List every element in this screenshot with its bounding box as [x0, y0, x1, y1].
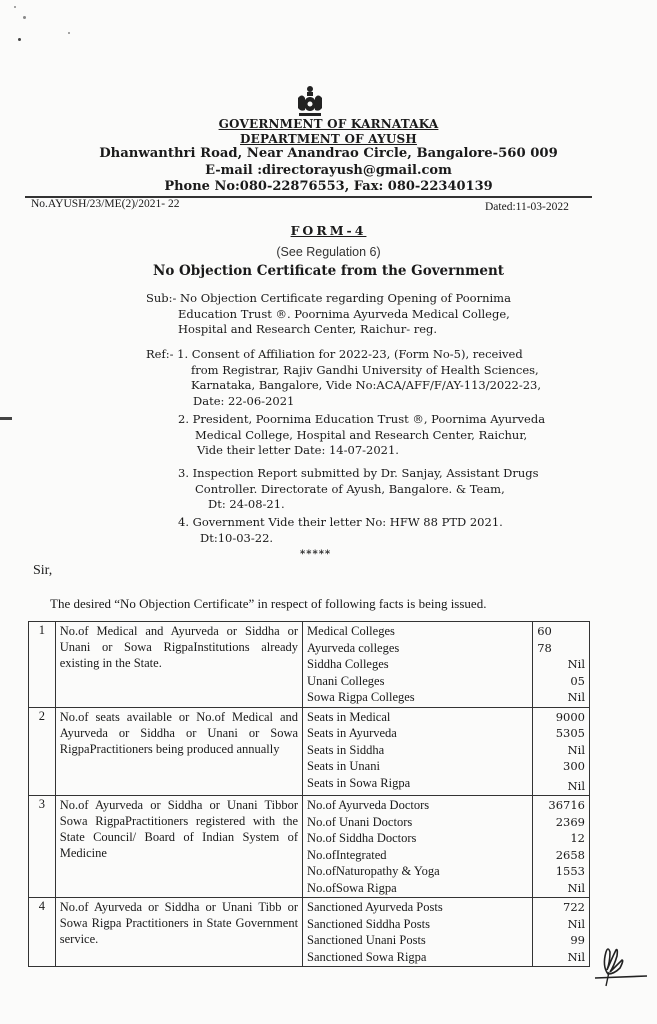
item-label: No.of Ayurveda Doctors: [307, 798, 430, 812]
row-values: [533, 707, 590, 796]
item-value: 5305: [555, 726, 585, 740]
department-email: E-mail :directorayush@gmail.com: [205, 163, 452, 178]
row-description: No.of Ayurveda or Siddha or Unani Tibbor Sowa RigpaPractitioners registered with the State Council/ Board of Indian System of Medicine: [55, 796, 302, 898]
item-value: 300: [563, 759, 585, 773]
intro-statement: The desired “No Objection Certificate” in respect of following facts is being issued.: [50, 596, 487, 611]
item-value: 9000: [555, 709, 585, 724]
item-label: Sowa Rigpa Colleges: [307, 690, 415, 704]
row-number: 1: [29, 622, 56, 708]
reference-line: Date: 22-06-2021: [193, 393, 295, 408]
reference-line: Dt: 24-08-21.: [208, 497, 285, 511]
item-value: 60: [537, 624, 552, 638]
item-value: Nil: [567, 742, 585, 757]
item-label: Medical Colleges: [307, 624, 395, 638]
item-label: Sanctioned Ayurveda Posts: [307, 900, 443, 914]
item-label: Unani Colleges: [307, 673, 385, 688]
item-label: Seats in Ayurveda: [307, 726, 397, 740]
letter-date: Dated:11-03-2022: [485, 201, 569, 213]
item-value: 2658: [555, 847, 585, 862]
reference-line: 4. Government Vide their letter No: HFW 88 PTD 2021.: [178, 515, 503, 529]
reference-line: Medical College, Hospital and Research Center, Raichur,: [195, 427, 528, 442]
reference-item: [178, 466, 539, 513]
reference-line: Ref:- 1. Consent of Affiliation for 2022-23, (Form No-5), received: [146, 347, 523, 361]
scan-speck: [18, 38, 21, 41]
reference-line: Karnataka, Bangalore, Vide No:ACA/AFF/F/AY-113/2022-23,: [191, 378, 542, 392]
scan-edge-mark: [0, 417, 12, 420]
reference-line: 2. President, Poornima Education Trust ®, Poornima Ayurveda: [178, 412, 546, 426]
reference-line: Controller. Directorate of Ayush, Bangalore. & Team,: [195, 481, 505, 496]
row-labels: [303, 898, 533, 967]
item-value: 12: [570, 831, 585, 845]
item-label: No.ofSowa Rigpa: [307, 880, 397, 895]
scan-speck: [23, 16, 26, 19]
item-value: Nil: [567, 880, 585, 895]
department-name: DEPARTMENT OF AYUSH: [240, 132, 417, 146]
reference-item: [146, 347, 541, 409]
item-value: Nil: [567, 690, 585, 704]
section-separator: *****: [300, 549, 332, 560]
form-title: [0, 223, 657, 238]
row-values: [533, 898, 590, 967]
item-label: No.of Siddha Doctors: [307, 831, 417, 845]
scan-speck: [68, 32, 70, 34]
salutation: Sir,: [33, 563, 53, 578]
item-value: 2369: [555, 814, 585, 829]
row-description: No.of seats available or No.of Medical and Ayurveda or Siddha or Unani or Sowa RigpaPractitioners being produced annually: [55, 707, 302, 796]
row-labels: [303, 622, 533, 708]
subject-line: Sub:- No Objection Certificate regarding Opening of Poornima: [146, 291, 511, 305]
government-name: GOVERNMENT OF KARNATAKA: [218, 117, 439, 131]
item-label: Ayurveda colleges: [307, 640, 400, 655]
form-title-text: FORM-4: [290, 223, 367, 238]
reference-line: Dt:10-03-22.: [200, 530, 274, 545]
item-value: 722: [563, 900, 585, 914]
scan-speck: [14, 6, 16, 8]
reference-item: [178, 412, 545, 459]
reference-line: 3. Inspection Report submitted by Dr. Sanjay, Assistant Drugs: [178, 466, 539, 480]
department-address: Dhanwanthri Road, Near Anandrao Circle, Bangalore-560 009: [99, 146, 558, 161]
item-value: 78: [537, 640, 552, 655]
certificate-title: No Objection Certificate from the Government: [152, 263, 504, 279]
facts-table: [28, 621, 590, 967]
item-label: No.ofNaturopathy & Yoga: [307, 864, 440, 878]
reference-item: [178, 515, 503, 546]
subject-block: [146, 291, 511, 338]
item-label: Sanctioned Siddha Posts: [307, 916, 430, 931]
row-labels: [303, 707, 533, 796]
item-label: Seats in Medical: [307, 709, 391, 724]
row-number: 4: [29, 898, 56, 967]
item-value: Nil: [567, 949, 585, 964]
row-values: [533, 622, 590, 708]
row-number: 2: [29, 707, 56, 796]
item-value: Nil: [567, 657, 585, 671]
signature-icon: [592, 938, 650, 988]
item-value: 99: [570, 933, 585, 947]
reference-number: No.AYUSH/23/ME(2)/2021- 22: [31, 198, 180, 210]
item-value: Nil: [567, 778, 585, 793]
table-row: [29, 898, 590, 967]
row-description: No.of Medical and Ayurveda or Siddha or Unani or Sowa RigpaInstitutions already existing in the State.: [55, 622, 302, 708]
row-description: No.of Ayurveda or Siddha or Unani Tibb or Sowa Rigpa Practitioners in State Government service.: [55, 898, 302, 967]
subject-line: Education Trust ®. Poornima Ayurveda Medical College,: [178, 306, 510, 321]
row-labels: [303, 796, 533, 898]
regulation-note: (See Regulation 6): [276, 245, 381, 259]
item-label: Seats in Unani: [307, 759, 380, 773]
table-row: [29, 796, 590, 898]
department-phone: Phone No:080-22876553, Fax: 080-22340139: [164, 179, 493, 194]
row-values: [533, 796, 590, 898]
item-label: Sanctioned Sowa Rigpa: [307, 949, 427, 964]
item-label: Seats in Sowa Rigpa: [307, 775, 411, 790]
reference-line: from Registrar, Rajiv Gandhi University of Health Sciences,: [191, 362, 539, 377]
item-label: Seats in Siddha: [307, 742, 385, 757]
item-label: Siddha Colleges: [307, 657, 389, 671]
table-row: [29, 622, 590, 708]
item-value: 36716: [548, 798, 585, 812]
reference-line: Vide their letter Date: 14-07-2021.: [197, 443, 399, 457]
item-label: No.ofIntegrated: [307, 847, 387, 862]
karnataka-emblem-icon: [293, 84, 327, 118]
item-value: 05: [570, 673, 585, 688]
item-value: Nil: [567, 916, 585, 931]
subject-line: Hospital and Research Center, Raichur- reg.: [178, 322, 438, 336]
item-label: Sanctioned Unani Posts: [307, 933, 426, 947]
item-label: No.of Unani Doctors: [307, 814, 413, 829]
row-number: 3: [29, 796, 56, 898]
item-value: 1553: [555, 864, 585, 878]
table-row: [29, 707, 590, 796]
